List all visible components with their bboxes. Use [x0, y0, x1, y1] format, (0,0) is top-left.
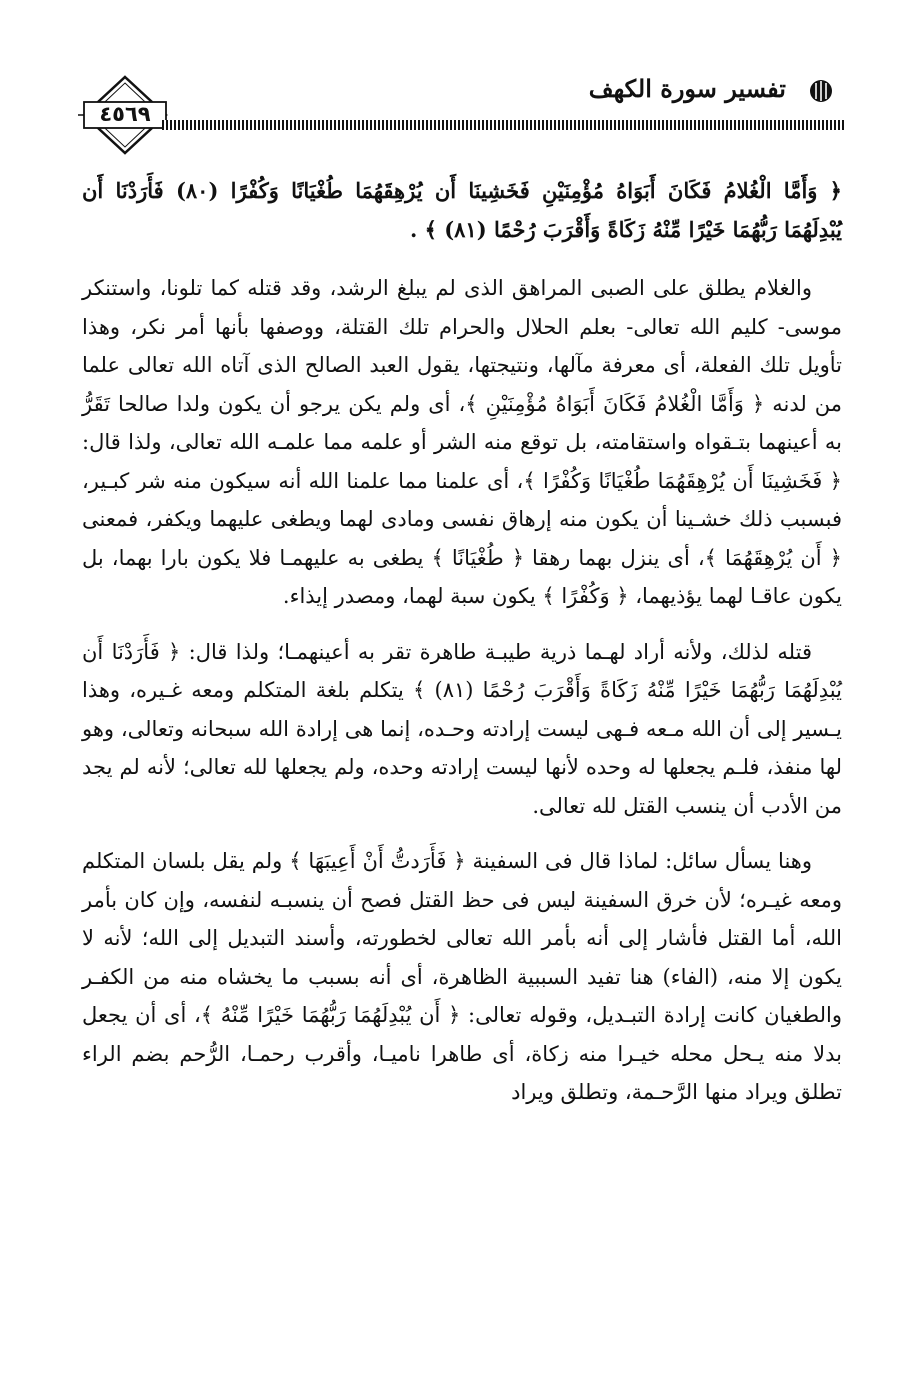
ornament-icon	[808, 78, 834, 104]
commentary-paragraph: قتله لذلك، ولأنه أراد لهـما ذرية طيبـة طاهرة تقر به أعينهمـا؛ ولذا قال: ﴿ فَأَرَدْنَا أَن يُبْدِلَهُمَا رَبُّهُمَا خَيْرًا مِّنْهُ زَكَاةً وَأَقْرَبَ رُحْمًا (٨١) ﴾ يتكلم بلغة المتكلم ومعه غـيره، وهذا يـسير إلى أن الله مـعه فـهى ليست إرادته وحـده، إنما هى إرادة الله سبحانه وتعالى، وهو لها منفذ، فلـم يجعلها له وحده لأنها ليست إرادته وحده، ولم يجعلها لله تعالى؛ لأنه لم يجد من الأدب أن ينسب القتل لله تعالى.	[82, 639, 842, 818]
commentary-paragraph: والغلام يطلق على الصبى المراهق الذى لم يبلغ الرشد، وقد قتله كما تلونا، واستنكر موسى- كليم الله تعالى- بعلم الحلال والحرام تلك القتلة، ووصفها بأنها أمر نكر، وهذا تأويل تلك الفعلة، أى معرفة مآلها، ونتيجتها، يقول العبد الصالح الذى آتاه الله تعالى علما من لدنه ﴿ وَأَمَّا الْغُلامُ فَكَانَ أَبَوَاهُ مُؤْمِنَيْنِ ﴾، أى ولم يكن يرجو أن يكون ولدا صالحا تَقَرُّ به أعينهما بتـقواه واستقامته، بل توقع منه الشر أو علمه مما علمـه الله تعالى، ولذا قال: ﴿ فَخَشِينَا أَن يُرْهِقَهُمَا طُغْيَانًا وَكُفْرًا ﴾، أى علمنا مما علمنا الله أنه سيكون منه شر كبـير، فبسبب ذلك خشـينا أن يكون منه إرهاق نفسى ومادى لهما ويطغى عليهما ويكفر، فمعنى ﴿ أَن يُرْهِقَهُمَا ﴾، أى ينزل بهما رهقا ﴿ طُغْيَانًا ﴾ يطغى به عليهمـا فلا يكون بارا بهما، بل يكون عاقـا لهما يؤذيهما، ﴿ وَكُفْرًا ﴾ يكون سبة لهما، ومصدر إيذاء.	[82, 276, 842, 608]
surah-title: تفسير سورة الكهف	[588, 74, 786, 103]
commentary-paragraph: وهنا يسأل سائل: لماذا قال فى السفينة ﴿ فَأَرَدتُّ أَنْ أَعِيبَهَا ﴾ ولم يقل بلسان المتكلم ومعه غيـره؛ لأن خرق السفينة ليس فى حظ القتل فصح أن ينسبـه لنفسه، وإن كان بأمر الله، أما القتل فأشار إلى أنه بأمر الله تعالى لخطورته، وأسند التبديل إلى الله؛ لأنه لا يكون إلا منه، (الفاء) هنا تفيد السببية الظاهرة، أى أنه بسبب ما يخشاه منه من الكفـر والطغيان كانت إرادة التبـديل، وقوله تعالى: ﴿ أَن يُبْدِلَهُمَا رَبُّهُمَا خَيْرًا مِّنْهُ ﴾، أى أن يجعل بدلا منه يـحل محله خيـرا منه زكاة، أى طاهرا ناميـا، وأقرب رحمـا، الرُّحم بضم الراء تطلق ويراد منها الرَّحـمة، وتطلق ويراد	[82, 849, 842, 1104]
header-rule	[162, 120, 844, 130]
page-body	[82, 172, 842, 1129]
quran-verse-paragraph: ﴿ وَأَمَّا الْغُلامُ فَكَانَ أَبَوَاهُ مُؤْمِنَيْنِ فَخَشِينَا أَن يُرْهِقَهُمَا طُغْيَانًا وَكُفْرًا (٨٠) فَأَرَدْنَا أَن يُبْدِلَهُمَا رَبُّهُمَا خَيْرًا مِّنْهُ زَكَاةً وَأَقْرَبَ رُحْمًا (٨١) ﴾ .	[82, 178, 842, 242]
running-header	[78, 70, 844, 160]
page-number: ٤٥٦٩	[99, 102, 151, 126]
page-number-badge	[78, 74, 172, 156]
